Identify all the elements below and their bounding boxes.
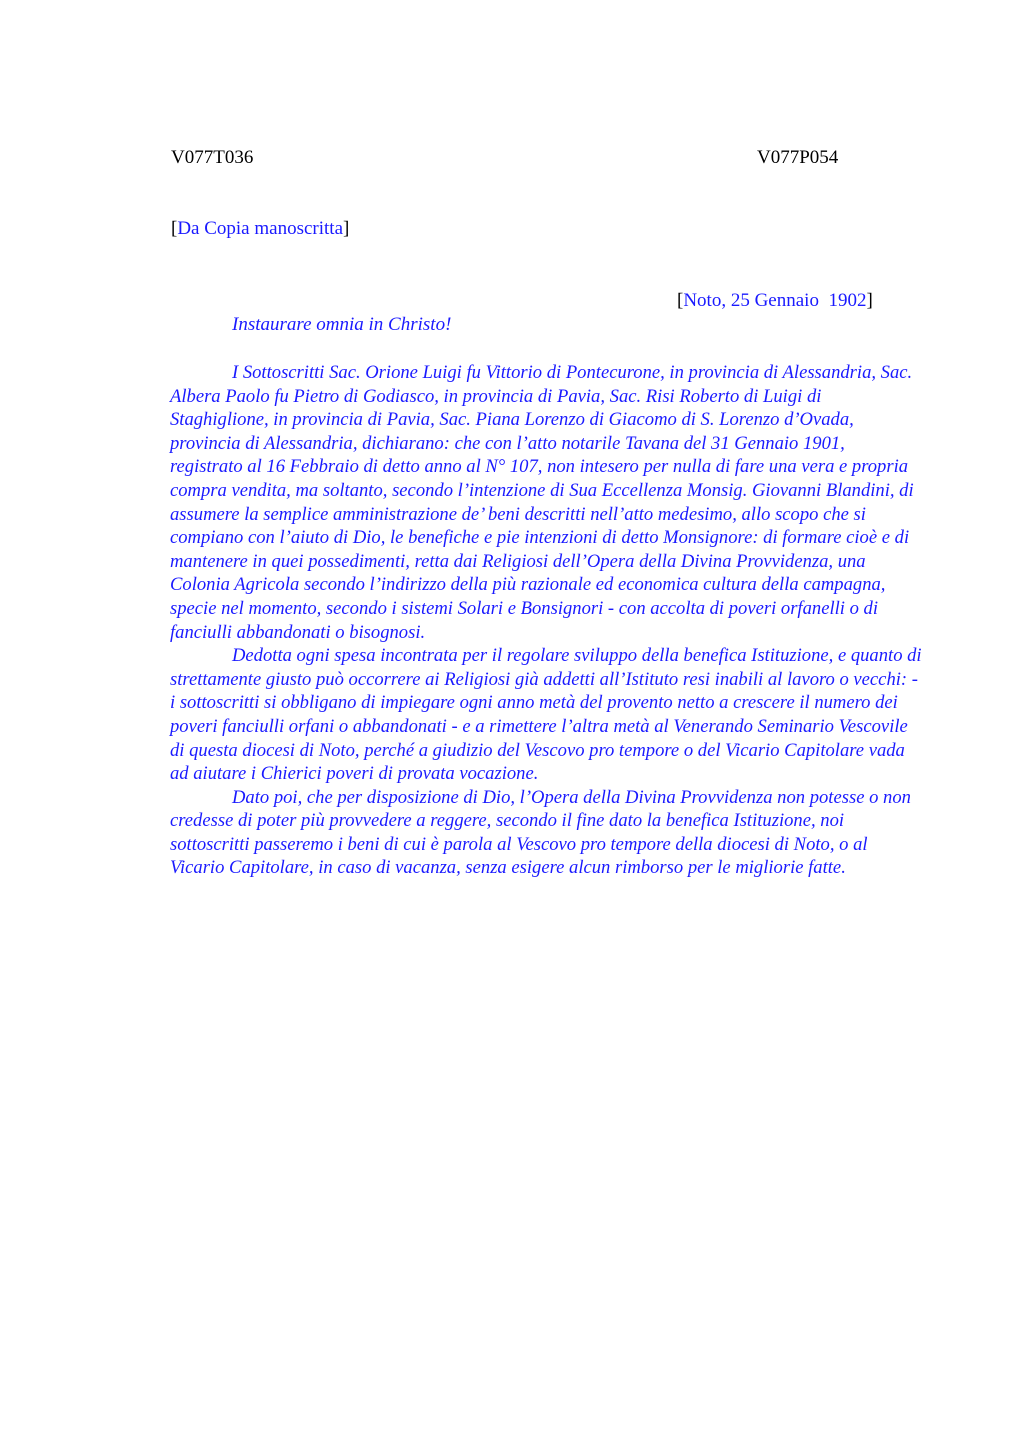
source-note-text: Da Copia manoscritta — [177, 218, 344, 239]
paragraph-transfer: Dato poi, che per disposizione di Dio, l’Opera della Divina Provvidenza non potesse o non credesse di poter più provvedere a reggere, secondo il fine dato la benefica Istituzione, noi sottoscritti passeremo i beni di cui è parola al Vescovo pro tempore della diocesi di Noto, o al Vicario Capitolare, in caso di vacanza, senza esigere alcun rimborso per le migliorie fatte. — [170, 786, 911, 879]
date-text: Noto, 25 Gennaio 1902 — [683, 290, 867, 311]
date-open-bracket: [ — [677, 290, 684, 311]
date-line — [658, 265, 873, 337]
date-close-bracket: ] — [866, 290, 873, 311]
source-close-bracket: ] — [343, 218, 350, 239]
source-note — [171, 217, 349, 241]
paragraph-declaration: I Sottoscritti Sac. Orione Luigi fu Vittorio di Pontecurone, in provincia di Alessandria, Sac. Albera Paolo fu Pietro di Godiasco, in provincia di Pavia, Sac. Risi Roberto di Luigi di Staghiglione, in provincia di Pavia, Sac. Piana Lorenzo di Giacomo di S. Lorenzo d’Ovada, provincia di Alessandria, dichiarano: che con l’atto notarile Tavana del 31 Gennaio 1901, registrato al 16 Febbraio di detto anno al N° 107, non intesero per nulla di fare una vera e propria compra vendita, ma soltanto, secondo l’intenzione di Sua Eccellenza Monsig. Giovanni Blandini, di assumere la semplice amministrazione de’ beni descritti nell’atto medesimo, allo scopo che si compiano con l’aiuto di Dio, le benefiche e pie intenzioni di detto Monsignore: di formare cioè e di mantenere in quei possedimenti, retta dai Religiosi dell’Opera della Divina Provvidenza, una Colonia Agricola secondo l’indirizzo della più razionale ed economica cultura della campagna, specie nel momento, secondo i sistemi Solari e Bonsignori - con accolta di poveri orfanelli o di fanciulli abbandonati o bisognosi. — [170, 362, 914, 643]
left-document-code: V077T036 — [171, 147, 254, 168]
paragraph-proceeds: Dedotta ogni spesa incontrata per il regolare sviluppo della benefica Istituzione, e quanto di strettamente giusto può occorrere ai Religiosi già addetti all’Istituto resi inabili al lavoro o vecchi: - i sottoscritti si obbligano di impiegare ogni anno metà del provento netto a crescere il numero dei poveri fanciulli orfani o abbandonati - e a rimettere l’altra metà al Venerando Seminario Vescovile di questa diocesi di Noto, perché a giudizio del Vescovo pro tempore o del Vicario Capitolare vada ad aiutare i Chierici poveri di provata vocazione. — [170, 645, 922, 785]
document-body — [170, 361, 922, 880]
source-open-bracket: [ — [171, 218, 178, 239]
motto: Instaurare omnia in Christo! — [232, 314, 452, 335]
right-document-code: V077P054 — [757, 147, 839, 168]
